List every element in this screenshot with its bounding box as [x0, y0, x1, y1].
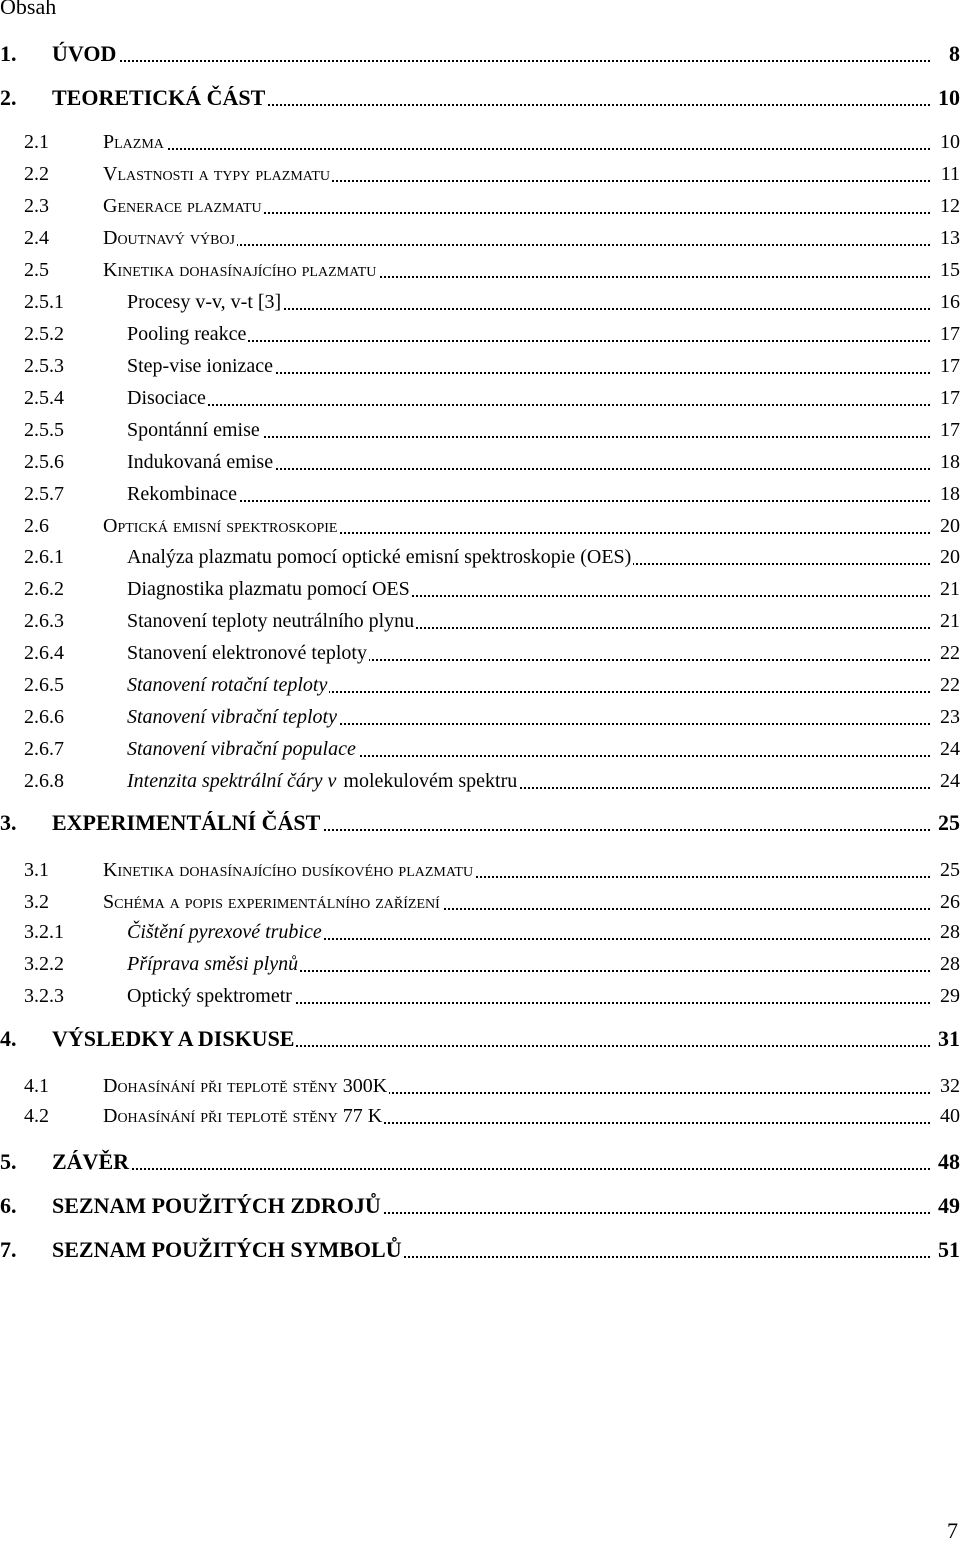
toc-entry-number: 6.	[0, 1193, 17, 1218]
toc-entry-title: TEORETICKÁ ČÁST	[52, 85, 266, 110]
toc-entry-number: 2.6.5	[24, 674, 64, 696]
toc-entry-page: 40	[936, 1102, 960, 1130]
toc-entry[interactable]	[0, 1192, 960, 1220]
toc-entry-page: 17	[936, 320, 960, 348]
toc-entry[interactable]	[0, 1025, 960, 1053]
toc-entry[interactable]	[0, 671, 960, 699]
toc-entry-title: EXPERIMENTÁLNÍ ČÁST	[52, 810, 321, 835]
toc-entry-number: 2.5.6	[24, 451, 64, 473]
toc-entry-page: 20	[936, 512, 960, 540]
toc-entry-page: 28	[936, 918, 960, 946]
toc-entry-title: Indukovaná emise	[127, 451, 274, 473]
toc-entry-page: 25	[934, 809, 960, 837]
toc-entry-title: Dohasínání při teplotě stěny 77 K	[103, 1105, 383, 1127]
toc-entry[interactable]	[0, 128, 960, 156]
toc-entry[interactable]	[0, 320, 960, 348]
toc-entry-title: Vlastnosti a typy plazmatu	[103, 163, 331, 185]
toc-entry-page: 11	[937, 160, 960, 188]
toc-entry-title: Stanovení vibrační teploty	[127, 706, 337, 728]
toc-entry[interactable]	[0, 480, 960, 508]
toc-entry-number: 3.2.2	[24, 953, 64, 975]
toc-entry[interactable]	[0, 856, 960, 884]
toc-entry-number: 7.	[0, 1237, 17, 1262]
toc-entry-title: Analýza plazmatu pomocí optické emisní spektroskopie (OES)	[127, 546, 632, 568]
toc-entry-title: Stanovení vibrační populace	[127, 738, 356, 760]
toc-entry-page: 13	[936, 224, 960, 252]
toc-entry-title: Optický spektrometr	[127, 985, 292, 1007]
toc-entry-title: ZÁVĚR	[52, 1149, 130, 1174]
toc-entry-page: 22	[936, 639, 960, 667]
toc-entry-page: 24	[936, 735, 960, 763]
toc-entry-number: 2.4	[24, 227, 49, 249]
toc-entry[interactable]	[0, 1102, 960, 1130]
toc-entry-title: Pooling reakce	[127, 323, 247, 345]
toc-entry-number: 4.1	[24, 1075, 49, 1097]
toc-dot-leader	[103, 148, 930, 150]
toc-entry[interactable]	[0, 982, 960, 1010]
toc-entry-title: Rekombinace	[127, 483, 237, 505]
toc-entry-title: Dohasínání při teplotě stěny 300K	[103, 1075, 388, 1097]
toc-entry-number: 2.1	[24, 131, 49, 153]
toc-entry-number: 5.	[0, 1149, 17, 1174]
toc-entry[interactable]	[0, 224, 960, 252]
toc-entry-number: 2.5.7	[24, 483, 64, 505]
toc-entry-number: 3.2.3	[24, 985, 64, 1007]
toc-entry[interactable]	[0, 607, 960, 635]
toc-entry[interactable]	[0, 1148, 960, 1176]
toc-entry-page: 28	[936, 950, 960, 978]
toc-entry[interactable]	[0, 256, 960, 284]
toc-entry[interactable]	[0, 416, 960, 444]
toc-entry[interactable]	[0, 918, 960, 946]
toc-entry-page: 17	[936, 416, 960, 444]
toc-entry-page: 23	[936, 703, 960, 731]
toc-entry-title-rest: molekulovém spektru	[338, 770, 518, 792]
toc-entry-title: SEZNAM POUŽITÝCH SYMBOLŮ	[52, 1237, 402, 1262]
toc-dot-leader	[52, 1168, 930, 1170]
toc-entry-page: 18	[936, 448, 960, 476]
toc-entry-page: 31	[934, 1025, 960, 1053]
toc-entry-number: 2.	[0, 85, 17, 110]
toc-entry-number: 2.5	[24, 259, 49, 281]
toc-entry-page: 8	[945, 40, 960, 68]
toc-entry[interactable]	[0, 160, 960, 188]
toc-entry[interactable]	[0, 950, 960, 978]
toc-entry-title: SEZNAM POUŽITÝCH ZDROJŮ	[52, 1193, 381, 1218]
toc-entry-title: Čištění pyrexové trubice	[127, 921, 322, 943]
toc-entry[interactable]	[0, 512, 960, 540]
toc-entry-page: 29	[936, 982, 960, 1010]
toc-entry-page: 32	[936, 1072, 960, 1100]
toc-entry[interactable]	[0, 1072, 960, 1100]
toc-entry-page: 26	[936, 888, 960, 916]
toc-entry-number: 3.	[0, 810, 17, 835]
toc-entry-title: Stanovení elektronové teploty	[127, 642, 367, 664]
toc-entry[interactable]	[0, 84, 960, 112]
toc-entry-page: 48	[934, 1148, 960, 1176]
toc-entry-page: 18	[936, 480, 960, 508]
toc-dot-leader	[127, 404, 930, 406]
toc-entry[interactable]	[0, 735, 960, 763]
toc-entry-number: 3.2.1	[24, 921, 64, 943]
toc-entry-number: 2.6.7	[24, 738, 64, 760]
toc-entry-number: 3.2	[24, 891, 49, 913]
toc-entry-title: Stanovení teploty neutrálního plynu	[127, 610, 415, 632]
toc-entry-number: 2.6.2	[24, 578, 64, 600]
toc-entry-page: 12	[936, 192, 960, 220]
toc-entry-number: 2.5.4	[24, 387, 64, 409]
toc-entry-number: 2.5.2	[24, 323, 64, 345]
toc-entry-page: 22	[936, 671, 960, 699]
toc-entry-page: 16	[936, 288, 960, 316]
toc-entry[interactable]	[0, 448, 960, 476]
page-number: 7	[947, 1518, 958, 1543]
toc-entry-number: 2.6	[24, 515, 49, 537]
toc-entry-page: 24	[936, 767, 960, 795]
toc-entry-page: 49	[934, 1192, 960, 1220]
toc-entry-title: Kinetika dohasínajícího dusíkového plazmatu	[103, 859, 474, 881]
toc-entry-number: 2.3	[24, 195, 49, 217]
page-heading: Obsah	[0, 0, 57, 19]
toc-entry-number: 2.6.4	[24, 642, 64, 664]
toc-entry-page: 25	[936, 856, 960, 884]
toc-entry-title: Schéma a popis experimentálního zařízení	[103, 891, 440, 913]
toc-entry-number: 4.	[0, 1026, 17, 1051]
toc-entry-title: VÝSLEDKY A DISKUSE	[52, 1026, 295, 1051]
toc-entry-page: 15	[936, 256, 960, 284]
toc-entry[interactable]	[0, 575, 960, 603]
toc-entry-page: 51	[934, 1236, 960, 1264]
toc-entry-title: Procesy v-v, v-t [3]	[127, 291, 282, 313]
toc-entry-title: Doutnavý výboj	[103, 227, 235, 249]
toc-entry-title: Diagnostika plazmatu pomocí OES	[127, 578, 410, 600]
toc-entry-number: 2.5.5	[24, 419, 64, 441]
toc-entry-number: 4.2	[24, 1105, 49, 1127]
toc-entry-title: Intenzita spektrální čáry v	[127, 770, 337, 792]
toc-entry-page: 20	[936, 543, 960, 571]
toc-entry[interactable]	[0, 703, 960, 731]
toc-entry-page: 21	[936, 575, 960, 603]
toc-entry[interactable]	[0, 888, 960, 916]
toc-entry-number: 2.6.8	[24, 770, 64, 792]
toc-entry[interactable]	[0, 543, 960, 571]
toc-entry-title: ÚVOD	[52, 41, 117, 66]
toc-entry-number: 2.6.3	[24, 610, 64, 632]
toc-entry[interactable]	[0, 192, 960, 220]
toc-entry-title: Step-vise ionizace	[127, 355, 274, 377]
toc-entry[interactable]	[0, 40, 960, 68]
toc-entry-title: Plazma	[103, 131, 164, 153]
toc-entry-number: 3.1	[24, 859, 49, 881]
toc-entry-page: 17	[936, 384, 960, 412]
toc-entry-title: Příprava směsi plynů	[127, 953, 299, 975]
toc-entry-page: 10	[936, 128, 960, 156]
toc-entry-page: 17	[936, 352, 960, 380]
toc-entry-number: 2.5.1	[24, 291, 64, 313]
toc-entry-title: Stanovení rotační teploty	[127, 674, 328, 696]
toc-entry-title: Disociace	[127, 387, 206, 409]
toc-entry-page: 10	[934, 84, 960, 112]
toc-dot-leader	[127, 500, 930, 502]
toc-entry[interactable]	[0, 352, 960, 380]
toc-dot-leader	[52, 60, 930, 62]
toc-entry-title: Kinetika dohasínajícího plazmatu	[103, 259, 377, 281]
toc-entry-number: 2.6.1	[24, 546, 64, 568]
toc-entry[interactable]	[0, 384, 960, 412]
toc-entry[interactable]	[0, 767, 960, 795]
toc-entry-title: Optická emisní spektroskopie	[103, 515, 338, 537]
toc-entry-number: 2.5.3	[24, 355, 64, 377]
toc-entry-title: Spontánní emise	[127, 419, 260, 441]
toc-entry-page: 21	[936, 607, 960, 635]
toc-entry[interactable]	[0, 1236, 960, 1264]
toc-entry[interactable]	[0, 809, 960, 837]
toc-entry-number: 2.6.6	[24, 706, 64, 728]
toc-entry[interactable]	[0, 288, 960, 316]
toc-entry-title: Generace plazmatu	[103, 195, 262, 217]
toc-entry-number: 1.	[0, 41, 17, 66]
toc-entry[interactable]	[0, 639, 960, 667]
toc-entry-number: 2.2	[24, 163, 49, 185]
